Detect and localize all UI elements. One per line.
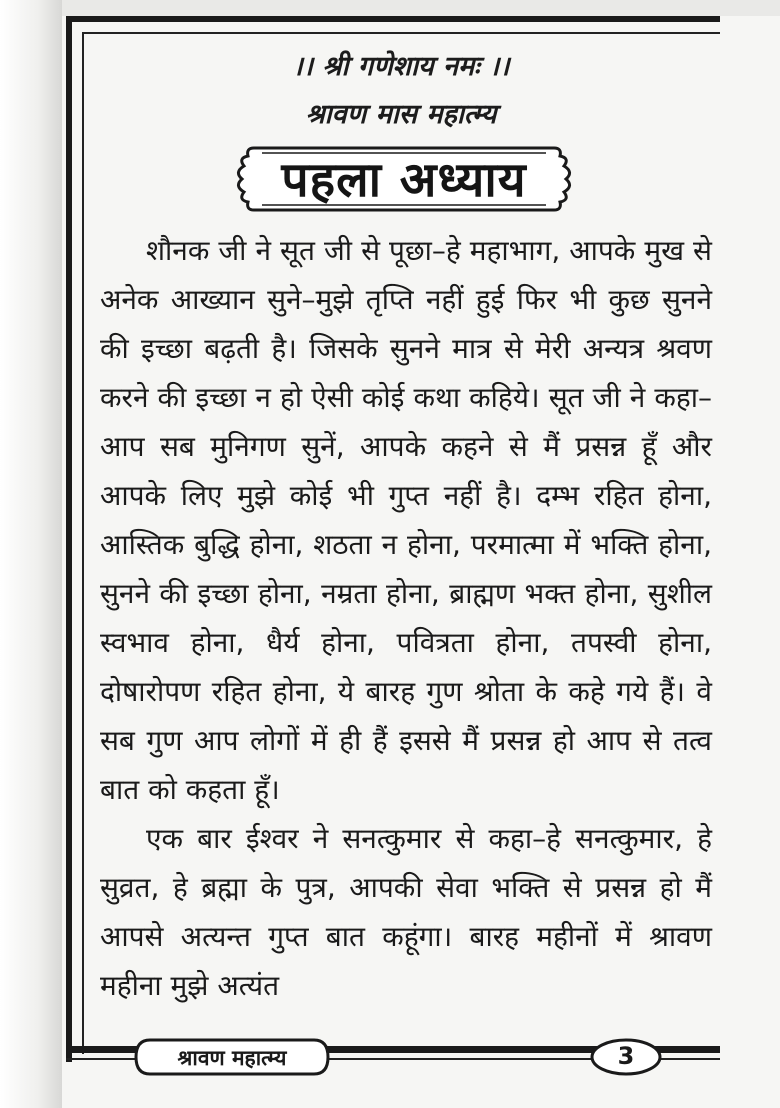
page-number: 3	[617, 1042, 635, 1070]
chapter-title-cartouche	[232, 140, 576, 218]
chapter-title: पहला अध्याय	[281, 152, 527, 208]
top-margin-strip	[62, 0, 780, 16]
chapter-body	[100, 226, 712, 1010]
running-title: श्रावण महात्म्य	[177, 1046, 287, 1070]
page-number-badge	[588, 1036, 664, 1078]
paragraph: शौनक जी ने सूत जी से पूछा–हे महाभाग, आपके मुख से अनेक आख्यान सुने–मुझे तृप्ति नहीं हुई फिर भी कुछ सुनने की इच्छा बढ़ती है। जिसके सुनने मात्र से मेरी अन्यत्र श्रवण करने की इच्छा न हो ऐसी कोई कथा कहिये। सूत जी ने कहा–आप सब मुनिगण सुनें, आपके कहने से मैं प्रसन्न हूँ और आपके लिए मुझे कोई भी गुप्त नहीं है। दम्भ रहित होना, आस्तिक बुद्धि होना, शठता न होना, परमात्मा में भक्ति होना, सुनने की इच्छा होना, नम्रता होना, ब्राह्मण भक्त होना, सुशील स्वभाव होना, धैर्य होना, पवित्रता होना, तपस्वी होना, दोषारोपण रहित होना, ये बारह गुण श्रोता के कहे गये हैं। वे सब गुण आप लोगों में ही हैं इससे मैं प्रसन्न हो आप से तत्व बात को कहता हूँ।	[100, 234, 712, 806]
paragraph: एक बार ईश्वर ने सनत्कुमार से कहा–हे सनत्कुमार, हे सुव्रत, हे ब्रह्मा के पुत्र, आपकी सेवा भक्ति से प्रसन्न हो मैं आपसे अत्यन्त गुप्त बात कहूंगा। बारह महीनों में श्रावण महीना मुझे अत्यंत	[100, 822, 712, 1002]
page-gutter-shadow	[0, 0, 62, 1108]
running-title-badge	[132, 1036, 332, 1078]
book-title: श्रावण मास महात्म्य	[305, 99, 497, 130]
invocation-line: ।। श्री गणेशाय नमः ।।	[292, 51, 510, 82]
